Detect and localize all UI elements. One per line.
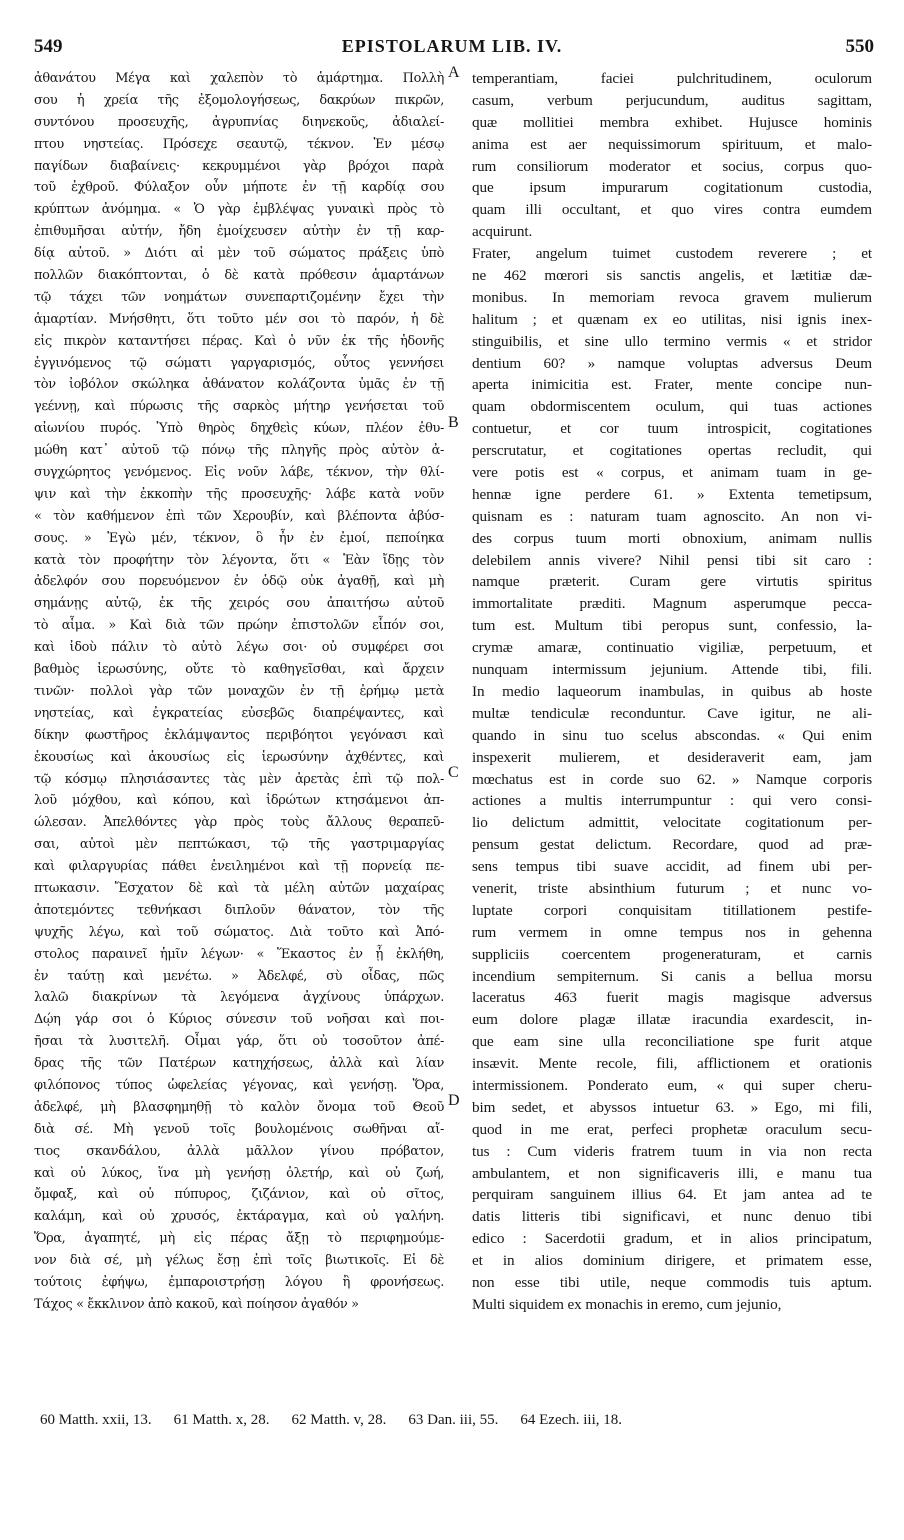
greek-text-line: παγίδων διαβαίνεις· κεκρυμμένοι γὰρ βρόχοι παρὰ xyxy=(34,158,444,174)
greek-text-line: τοῦ ἐχθροῦ. Φύλαξον οὖν μήποτε ἐν τῇ καρδίᾳ σου xyxy=(34,180,444,196)
latin-text-line: rum vermem in omne tempus nos in gehenna xyxy=(472,923,872,941)
greek-text-line: ψυχῆς λέγω, καὶ τοῦ σώματος. Διὰ τοῦτο καὶ Ἀπό- xyxy=(34,924,444,940)
greek-text-line: συντόνου προσευχῆς, ἀγρυπνίας διηνεκοῦς, ἀδιαλεί- xyxy=(34,114,444,130)
greek-text-line: τινῶν· πολλοὶ γὰρ τῶν μοναχῶν ἐν τῇ ἐρήμῳ μετὰ xyxy=(34,683,444,699)
greek-text-line: καλάμη, καὶ οὐ χρυσός, ἐκτάραγμα, καὶ οὐ γαλήνη. xyxy=(34,1209,444,1225)
margin-letter-c: C xyxy=(448,764,459,781)
latin-text-line: nunquam intermissum jejunium. Attende tibi, fili. xyxy=(472,661,872,679)
latin-text-line: inspexerit mulierem, et desideraverit eam, jam xyxy=(472,748,872,766)
latin-text-line: sens tempus tibi suave accidit, ad finem ubi per- xyxy=(472,858,872,876)
latin-text-line: aperta inimicitia est. Frater, mente concipe nun- xyxy=(472,376,872,394)
greek-text-line: καὶ οὐ λύκος, ἵνα μὴ γενήσῃ ὀλετήρ, καὶ οὐ ζωή, xyxy=(34,1165,444,1181)
latin-text-line: quod in me erat, perfeci prophetæ oraculum secu- xyxy=(472,1120,872,1138)
greek-text-line: λαλῶ διακρίνων τὰ λεγόμενα ἀγχίνους ὑπάρχων. xyxy=(34,990,444,1006)
greek-text-line: φιλόπονος τύπος ὠφελείας γέγονας, καὶ γενήσῃ. Ὅρα, xyxy=(34,1077,444,1093)
margin-letter-a: A xyxy=(448,64,460,81)
latin-text-line: tum est. Multum tibi peropus sunt, confessio, la- xyxy=(472,617,872,635)
latin-text-line: laceratus 463 fuerit magis magisque adversus xyxy=(472,989,872,1007)
greek-text-line: τῷ κόσμῳ πλησιάσαντες τὰς μὲν ἀρετὰς ἐπὶ τῷ πολ- xyxy=(34,771,444,787)
latin-text-line: contuetur, et cor tuum introspicit, cogitationes xyxy=(472,420,872,438)
footnote: 61 Matth. x, 28. xyxy=(173,1412,270,1428)
latin-text-line: mœchatus est in corde suo 62. » Namque corporis xyxy=(472,770,872,788)
latin-text-line: suppliciis coercentem progeneraturam, et carnis xyxy=(472,945,872,963)
latin-text-line: perquiram sanguinem illius 64. Et jam antea ad te xyxy=(472,1186,872,1204)
latin-text-line: namque præterit. Curam gere virtutis spiritus xyxy=(472,573,872,591)
latin-text-line: anima est aer nequissimorum spirituum, et malo- xyxy=(472,135,872,153)
margin-letter-b: B xyxy=(448,414,459,431)
greek-text-line: Ὅρα, ἀγαπητέ, μὴ εἰς πέρας ἄξῃ τὸ περιφημούμε- xyxy=(34,1231,444,1247)
greek-text-line: ώλεσαν. Ἀπελθόντες γὰρ πρὸς τοὺς ἄλλους θεραπεῦ- xyxy=(34,815,444,831)
page-number-left: 549 xyxy=(34,36,63,57)
latin-text-line: que eam sine ulla reconciliatione spe furit atque xyxy=(472,1033,872,1051)
footnote: 60 Matth. xxii, 13. xyxy=(40,1412,152,1428)
greek-text-line: μώθη κατ᾽ αὐτοῦ τῷ πόνῳ τῆς πληγῆς πρὸς αὐτὸν ἀ- xyxy=(34,443,444,459)
greek-text-line: πολλῶν διακόπτονται, ὁ δὲ κατὰ πρόθεσιν ἁμαρτάνων xyxy=(34,268,444,284)
latin-text-line: eum dolore plagæ illatæ iracundia exardescit, in- xyxy=(472,1011,872,1029)
latin-text-line: quam obdormiscentem oculum, qui tuas actiones xyxy=(472,398,872,416)
greek-text-line: ἀδελφέ, μὴ βλασφημηθῇ τὸ καλὸν ὄνομα τοῦ Θεοῦ xyxy=(34,1099,444,1115)
greek-text-line: σους. » Ἐγὼ μέν, τέκνον, ὃ ἦν ἐν ἐμοί, πεποίηκα xyxy=(34,530,444,546)
greek-text-line: ῆσαι τὰ λυσιτελῆ. Οἶμαι γάρ, ὅτι οὐ τοσοῦτον ἀπέ- xyxy=(34,1034,444,1050)
latin-text-line: In medio laqueorum inambulas, in quibus ab hoste xyxy=(472,682,872,700)
latin-text-line: incendium sempiternum. Si canis a bellua morsu xyxy=(472,967,872,985)
latin-text-line: crymæ amaræ, continuatio vigiliæ, perpetuum, et xyxy=(472,639,872,657)
latin-text-line: halitum ; et quænam ex eo utilitas, nisi ignis inex- xyxy=(472,310,872,328)
latin-text-line: ne 462 mœrori sis sanctis angelis, et lætitiæ dæ- xyxy=(472,267,872,285)
greek-text-line: πτωκασιν. Ἔσχατον δὲ καὶ τὰ μέλη αὐτῶν μαχαίρας xyxy=(34,880,444,896)
latin-text-line: venerit, triste absinthium futurum ; et nunc vo- xyxy=(472,879,872,897)
greek-text-line: γεέννῃ, καὶ πύρωσις τῆς σαρκὸς μήτηρ γενήσεται τοῦ xyxy=(34,399,444,415)
greek-text-line: καὶ ἰδοὺ πάλιν τὸ αὐτὸ λέγω σοι· οὐ συμφέρει σοι xyxy=(34,640,444,656)
latin-text-line: dentium 60? » namque voluptas adversus Deum xyxy=(472,354,872,372)
latin-text-line: rum consiliorum moderator et socius, corpus quo- xyxy=(472,157,872,175)
greek-text-line: κρύπτων ἀνόμημα. « Ὁ γὰρ ἐμβλέψας γυναικὶ πρὸς τὸ xyxy=(34,202,444,218)
greek-text-line: σημάνῃς αὐτῷ, ἐκ τῆς χειρός σου ἀπαιτήσω αὐτοῦ xyxy=(34,596,444,612)
margin-letter-d: D xyxy=(448,1092,460,1109)
greek-text-line: ἑκουσίως καὶ ἀκουσίως εἰς ἱερωσύνην ἀχθέντες, καὶ xyxy=(34,749,444,765)
greek-text-line: διὰ σέ. Μὴ γενοῦ τοῖς βουλομένοις σωθῆναι αἴ- xyxy=(34,1121,444,1137)
latin-text-line: luptate corpori conquisitam titillationem pestife- xyxy=(472,901,872,919)
latin-text-line: actiones a multis interrumpuntur : qui vero consi- xyxy=(472,792,872,810)
latin-text-line: delebilem annis vivere? Nihil pensi tibi sit caro : xyxy=(472,551,872,569)
latin-text-line: casum, verbum perjucundum, auditus sagittam, xyxy=(472,91,872,109)
footnote: 64 Ezech. iii, 18. xyxy=(520,1412,623,1428)
latin-text-line: que ipsum impurarum cogitationum custodia, xyxy=(472,179,872,197)
greek-text-line: σου ἡ χρεία τῆς ἐξομολογήσεως, δακρύων πικρῶν, xyxy=(34,92,444,108)
latin-text-line: perscrutatur, et cogitationes opertas recludit, qui xyxy=(472,442,872,460)
latin-text-line: Multi siquidem ex monachis in eremo, cum jejunio, xyxy=(472,1295,782,1313)
latin-text-line: et in alios dominium dirigere, et primatem esse, xyxy=(472,1252,872,1270)
greek-text-column xyxy=(34,68,444,1316)
greek-text-line: ἀθανάτου Μέγα καὶ χαλεπὸν τὸ ἁμάρτημα. Πολλὴ xyxy=(34,71,444,86)
latin-text-line: hennæ igne perdere 61. » Extenta temetipsum, xyxy=(472,485,872,503)
greek-text-line: πτου νηστείας. Πρόσεχε σεαυτῷ, τέκνον. Ἐν μέσῳ xyxy=(34,136,444,152)
greek-text-line: κατὰ τὸν προφήτην τὸν λέγοντα, ὅτι « Ἐὰν ἴδῃς τὸν xyxy=(34,552,444,568)
greek-text-line: ἀποτεμόντες τεθνήκασι διπλοῦν θάνατον, τὸν τῆς xyxy=(34,902,444,918)
latin-text-line: immortalitate præditi. Magnum asperumque pecca- xyxy=(472,595,872,613)
greek-text-line: νον διὰ σέ, μὴ γέλως ἔσῃ ἐπὶ τοῖς βιωτικοῖς. Εἰ δὲ xyxy=(34,1253,444,1269)
greek-text-line: αἰωνίου πυρός. Ὑπὸ θηρὸς δηχθεὶς κύων, πλέον ἐθυ- xyxy=(34,421,444,437)
footnote: 63 Dan. iii, 55. xyxy=(408,1412,499,1428)
greek-text-line: καὶ φιλαργυρίας πάθει ἐνειλημένοι καὶ τῇ πορνείᾳ πε- xyxy=(34,859,444,875)
latin-text-line: des corpus tuum morti obnoxium, animam nullis xyxy=(472,529,872,547)
greek-text-line: δίᾳ αὐτοῦ. » Διότι αἱ μὲν τοῦ σώματος πράξεις ὑπὸ xyxy=(34,246,444,262)
greek-text-line: εἰς πικρὸν καταντήσει πέρας. Καὶ ὁ νῦν ἐκ τῆς ἡδονῆς xyxy=(34,333,444,349)
greek-text-line: τιος σκανδάλου, ἀλλὰ μᾶλλον γίνου πρόβατον, xyxy=(34,1143,444,1159)
greek-text-line: λοῦ μόχθου, καὶ κόπου, καὶ ἱδρώτων κτησάμενοι ἀπ- xyxy=(34,793,444,809)
latin-text-line: quam illi occultant, et quo vires contra eumdem xyxy=(472,201,872,219)
latin-text-line: quando in sinu tuo scelus abscondas. « Qui enim xyxy=(472,726,872,744)
latin-text-line: monibus. In memoriam revoca gravem mulierum xyxy=(472,288,872,306)
greek-text-line: ἁμαρτίαν. Μνήσθητι, ὅτι τοῦτο μέν σοι τὸ παρόν, ἡ δὲ xyxy=(34,311,444,327)
greek-text-line: τὸ αἷμα. » Καὶ διὰ τῶν πρώην ἐπιστολῶν εἶπόν σοι, xyxy=(34,618,444,634)
greek-text-line: συγχώρητος γενόμενος. Εἰς νοῦν λάβε, τέκνον, τὴν θλί- xyxy=(34,465,444,481)
greek-text-line: ἐπιθυμῆσαι αὐτήν, ἤδη ἐμοίχευσεν αὐτὴν ἐν τῇ καρ- xyxy=(34,224,444,240)
latin-text-line: stinguibilis, et sine ullo termino vermis « et stridor xyxy=(472,332,872,350)
latin-text-column xyxy=(472,68,872,1316)
footnotes xyxy=(40,1412,880,1429)
latin-text-line: temperantiam, faciei pulchritudinem, oculorum xyxy=(472,70,872,87)
page-number-right: 550 xyxy=(845,36,874,57)
latin-text-line: quisnam es : naturam tuam agnoscito. An non vi- xyxy=(472,507,872,525)
greek-text-line: δρας τῆς τῶν Πατέρων κατηχήσεως, ἀλλὰ καὶ λίαν xyxy=(34,1056,444,1072)
greek-text-line: τούτοις ἐφήψω, ἐμπαροιστρήσῃ λόγου ἢ φρονήσεως. xyxy=(34,1274,444,1290)
greek-text-line: ὄμφαξ, καὶ οὐ πύπυρος, ζιζάνιον, καὶ οὐ σῖτος, xyxy=(34,1187,444,1203)
latin-text-line: datis litteris tibi significavi, et nunc denuo tibi xyxy=(472,1208,872,1226)
greek-text-line: τὸν ἰοβόλον σκώληκα ἀθάνατον κολάζοντα ὑμᾶς ἐν τῇ xyxy=(34,377,444,393)
latin-text-line: pensum gestat delictum. Recordare, quod ad præ- xyxy=(472,836,872,854)
latin-text-line: insævit. Mente recole, fili, afflictionem et orationis xyxy=(472,1055,872,1073)
latin-text-line: quæ mollitiei membra exhibet. Hujusce hominis xyxy=(472,113,872,131)
greek-text-line: βαθμὸς ἱερωσύνης, οὔτε τὸ καθηγεῖσθαι, καὶ ἄρχειν xyxy=(34,662,444,678)
latin-text-line: vere potis est « corpus, et animam tuam in ge- xyxy=(472,464,872,482)
greek-text-line: ἐν ταύτῃ καὶ μενέτω. » Ἀδελφέ, σὺ οἶδας, πῶς xyxy=(34,968,444,984)
page-header xyxy=(0,36,904,64)
greek-text-line: ἐγγινόμενος τῷ σώματι γαργαρισμός, οὗτος γεννήσει xyxy=(34,355,444,371)
latin-text-line: acquirunt. xyxy=(472,223,533,241)
greek-text-line: νηστείας, καὶ ἐγκρατείας εὐσεβῶς διαπρέψαντες, καὶ xyxy=(34,705,444,721)
latin-text-line: lio delictum admittit, velocitate cogitationum per- xyxy=(472,814,872,832)
greek-text-line: Δῴη γάρ σοι ὁ Κύριος σύνεσιν τοῦ νοῆσαι καὶ ποι- xyxy=(34,1012,444,1028)
greek-text-line: ἀδελφόν σου πορευόμενον ἐν ὁδῷ οὐκ ἀγαθῇ, καὶ μὴ xyxy=(34,574,444,590)
running-title: EPISTOLARUM LIB. IV. xyxy=(341,36,563,56)
greek-text-line: δίκην φωστῆρος ἐκλάμψαντος περιβόητοι γεγόνασι καὶ xyxy=(34,727,444,743)
greek-text-line: τῷ τάχει τῶν νοημάτων συνεπαρτιζομένην ἔχει τὴν xyxy=(34,289,444,305)
latin-text-line: non esse tibi utile, neque commodis tuis aptum. xyxy=(472,1273,872,1291)
greek-text-line: στολος παραινεῖ ἡμῖν λέγων· « Ἕκαστος ἐν ᾗ ἐκλήθη, xyxy=(34,946,444,962)
greek-text-line: « τὸν καθήμενον ἐπὶ τῶν Χερουβίν, καὶ βλέποντα ἀβύσ- xyxy=(34,508,444,524)
greek-text-line: σαι, αὐτοὶ μὲν πεπτώκασι, τῷ τῆς γαστριμαργίας xyxy=(34,837,444,853)
latin-text-line: edico : Sacerdotii gradum, et in alios principatum, xyxy=(472,1230,872,1248)
greek-text-line: Τάχος « ἔκκλινον ἀπὸ κακοῦ, καὶ ποίησον ἀγαθόν » xyxy=(34,1296,359,1312)
latin-text-line: bim sedet, et abyssos intuetur 63. » Ego, mi fili, xyxy=(472,1098,872,1116)
latin-text-line: Frater, angelum tuimet custodem reverere ; et xyxy=(472,245,872,263)
greek-text-line: ψιν καὶ τὴν ἐκκοπὴν τῆς προσευχῆς· λάβε κατὰ νοῦν xyxy=(34,486,444,502)
latin-text-line: intermissionem. Ponderato eum, « qui super cheru- xyxy=(472,1076,872,1094)
latin-text-line: ambulantem, et non significaveris illi, e manu tua xyxy=(472,1164,872,1182)
footnote: 62 Matth. v, 28. xyxy=(291,1412,387,1428)
latin-text-line: multæ tendiculæ reconduntur. Cave igitur, ne ali- xyxy=(472,704,872,722)
latin-text-line: tus : Cum videris fratrem tuum in via non recta xyxy=(472,1142,872,1160)
